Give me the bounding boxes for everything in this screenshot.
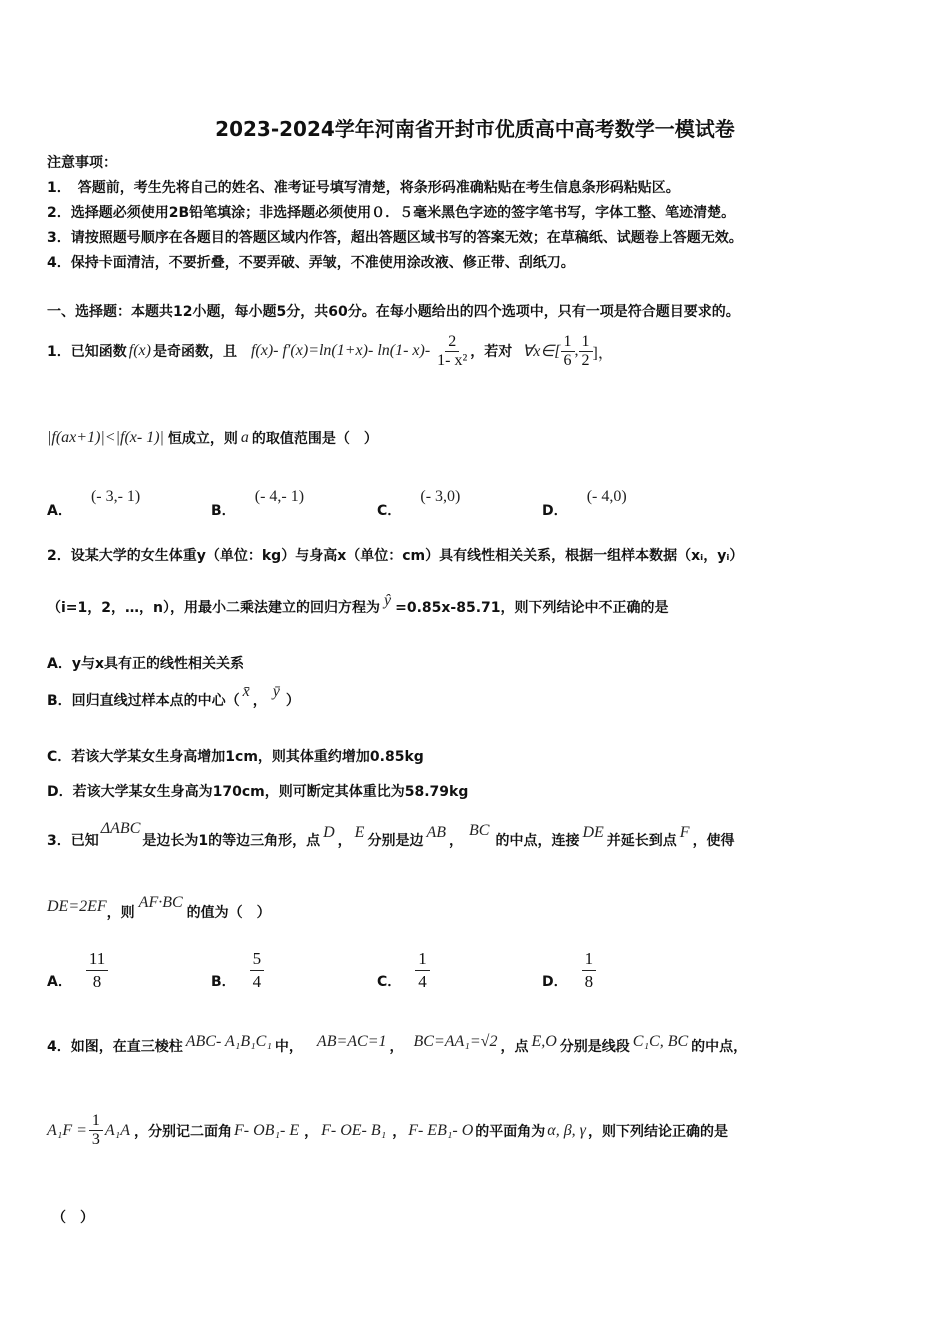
notice-item-2: 2．选择题必须使用2B铅笔填涂；非选择题必须使用０．５毫米黑色字迹的签字笔书写，字体工整、笔迹清楚。 [47,205,736,221]
question-3-line-1: 3．已知 ΔABC 是边长为1的等边三角形，点 D ， E 分别是边 AB ， BC 的中点，连接 DE 并延长到点 F ，使得 [47,820,735,849]
q1-odd-text: 是奇函数，且 [152,344,237,360]
q2-option-b[interactable]: B．回归直线过样本点的中心（ x̄ ， ȳ ） [47,683,300,709]
notice-item-1: 1． 答题前，考生先将自己的姓名、准考证号填写清楚，将条形码准确粘贴在考生信息条形码粘贴区。 [47,180,680,196]
q4-vector-fraction: $\frac{1}{3}$ [89,1112,103,1149]
q2-ybar: ȳ [272,683,280,700]
notice-heading: 注意事项： [47,155,117,171]
q2-yhat: ŷ [383,592,392,609]
q4-answer-paren: （ ） [52,1210,94,1226]
q3-option-b[interactable]: B． $\frac{5}{4}$ [211,948,264,993]
section-heading: 一、选择题：本题共12小题，每小题5分，共60分。在每小题给出的四个选项中，只有一项是符合题目要求的。 [47,304,740,320]
question-3-line-2: DE=2EF ，则 AF·BC 的值为（ ） [47,894,271,921]
notice-item-4: 4．保持卡面清洁，不要折叠，不要弄破、弄皱，不准使用涂改液、修正带、刮纸刀。 [47,255,575,271]
q1-fx: f(x) [128,342,151,359]
q2-option-c[interactable]: C．若该大学某女生身高增加1cm，则其体重约增加0.85kg [47,749,424,765]
q2-option-d[interactable]: D．若该大学某女生身高为170cm，则可断定其体重比为58.79kg [47,784,469,800]
question-4-line-1: 4．如图，在直三棱柱 ABC- A₁B₁C₁ 中， AB=AC=1 ， BC=AA₁=√2 ，点 E,O 分别是线段 C₁C, BC 的中点， [47,1033,748,1055]
question-1-line-2 [47,428,378,448]
q1-range-high: $\frac{1}{2}$ [579,333,593,370]
q1-const-text: 恒成立，则 [167,431,238,447]
q1-range-close: ]， [592,344,614,362]
q1-option-b[interactable]: B． (- 4,- 1) [211,488,305,519]
q1-range-low: $\frac{1}{6}$ [561,333,575,370]
q2-xbar: x̄ [242,683,250,700]
question-1-line-1 [47,328,614,374]
q1-forall: ∀x∈[ [522,343,561,360]
q1-fraction: $\frac{2}{\text{1- x²}}$ [437,332,468,369]
q2-option-a[interactable]: A．y与x具有正的线性相关关系 [47,656,244,672]
q1-equation: f(x)- f′(x)=ln(1+x)- ln(1- x)- [250,342,431,359]
q1-option-d[interactable]: D． (- 4,0) [542,488,627,519]
q4-vector-lhs: A₁F = [47,1121,87,1139]
question-2-line-2: （i=1，2，…，n），用最小二乘法建立的回归方程为 ŷ =0.85x-85.71，则下列结论中不正确的是 [47,592,669,616]
q1-option-a[interactable]: A． (- 3,- 1) [47,488,141,519]
question-2-line-1: 2．设某大学的女生体重y（单位：kg）与身高x（单位：cm）具有线性相关关系，根据一组样本数据（xᵢ，yᵢ） [47,548,744,564]
q1-range-comma: , [574,342,579,359]
q1-var-a: a [240,429,249,446]
q1-inequality: |f(ax+1)|<|f(x- 1)| [47,429,164,446]
q4-vector-rhs: A₁A [104,1121,131,1139]
q3-option-d[interactable]: D． $\frac{1}{8}$ [542,948,596,993]
q1-option-c[interactable]: C． (- 3,0) [377,488,461,519]
q3-option-c[interactable]: C． $\frac{1}{4}$ [377,948,430,993]
page-title: 2023-2024学年河南省开封市优质高中高考数学一模试卷 [215,117,735,141]
q1-lead: 1．已知函数 [47,344,127,360]
question-4-line-2: A₁F = $\frac{1}{3}$ A₁A ，分别记二面角 F- OB₁- E ， F- OE- B₁ ， F- EB₁- O 的平面角为 α, β, γ ，则下列结论正确的是 [47,1112,728,1148]
notice-item-3: 3．请按照题号顺序在各题目的答题区域内作答，超出答题区域书写的答案无效；在草稿纸、试题卷上答题无效。 [47,230,743,246]
q1-if-text: ，若对 [470,344,513,360]
q3-option-a[interactable]: A． $\frac{11}{8}$ [47,948,108,993]
q1-range-text: 的取值范围是（ ） [251,431,378,447]
